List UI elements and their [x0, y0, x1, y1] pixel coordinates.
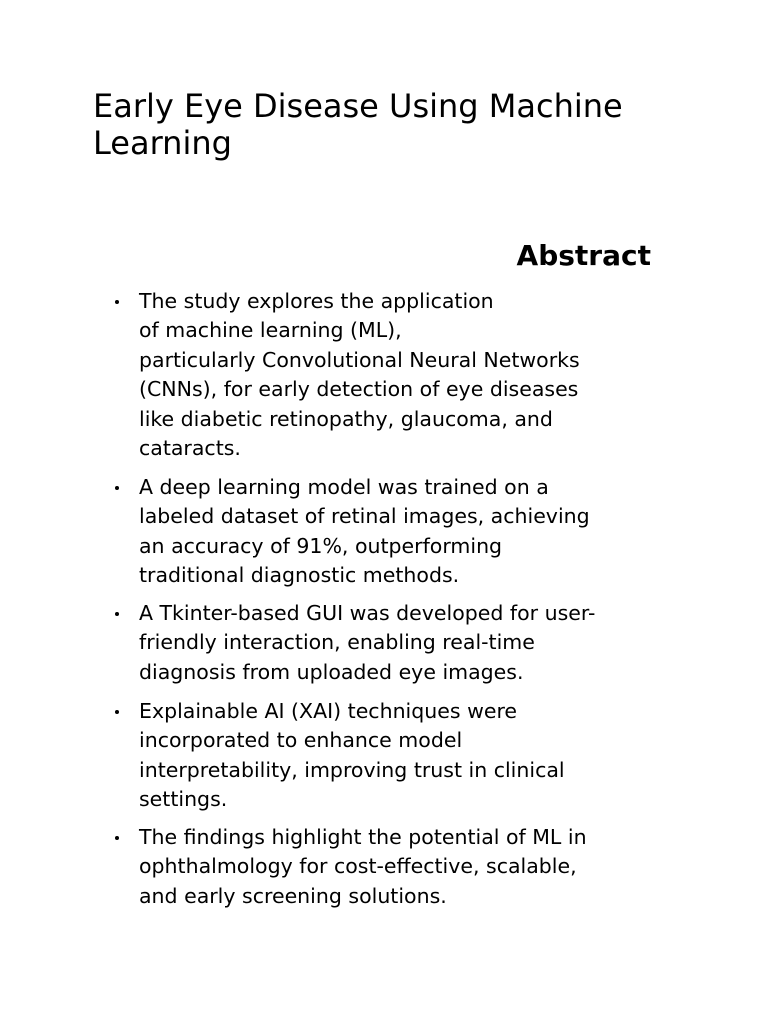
bullet-text-line: an accuracy of 91%, outperforming — [139, 533, 503, 558]
bullet-icon — [115, 836, 119, 840]
abstract-bullet-item — [139, 823, 699, 911]
bullet-text-line: incorporated to enhance model — [139, 728, 463, 753]
bullet-text-line: particularly Convolutional Neural Networks — [139, 347, 580, 372]
bullet-text-line: like diabetic retinopathy, glaucoma, and — [139, 406, 553, 431]
bullet-text — [139, 823, 699, 911]
bullet-text-line: and early screening solutions. — [139, 883, 447, 908]
bullet-text — [139, 697, 699, 815]
bullet-text-line: of machine learning (ML), — [139, 318, 402, 343]
abstract-bullet-item — [139, 287, 699, 463]
abstract-bullet-item — [139, 473, 699, 591]
bullet-text-line: The findings highlight the potential of ML in — [139, 825, 587, 849]
bullet-text — [139, 473, 699, 591]
bullet-text-line: interpretability, improving trust in clinical — [139, 757, 565, 782]
bullet-text-line: The study explores the application — [139, 289, 494, 313]
bullet-text-line: diagnosis from uploaded eye images. — [139, 659, 524, 684]
bullet-text-line: Explainable AI (XAI) techniques were — [139, 699, 518, 723]
bullet-text — [139, 287, 699, 463]
bullet-text-line: friendly interaction, enabling real-time — [139, 630, 535, 655]
bullet-text-line: labeled dataset of retinal images, achieving — [139, 504, 590, 529]
bullet-text-line: traditional diagnostic methods. — [139, 563, 460, 588]
bullet-icon — [115, 300, 119, 304]
bullet-text-line: ophthalmology for cost-effective, scalable, — [139, 854, 577, 879]
bullet-icon — [115, 710, 119, 714]
bullet-text-line: settings. — [139, 787, 228, 812]
document-title: Early Eye Disease Using Machine Learning — [93, 87, 623, 162]
bullet-icon — [115, 486, 119, 490]
bullet-text-line: A deep learning model was trained on a — [139, 475, 549, 499]
abstract-heading: Abstract — [516, 239, 651, 272]
bullet-text — [139, 599, 699, 687]
abstract-bullet-item — [139, 697, 699, 815]
bullet-text-line: cataracts. — [139, 436, 241, 461]
bullet-text-line: (CNNs), for early detection of eye diseases — [139, 377, 579, 402]
bullet-text-line: A Tkinter-based GUI was developed for user- — [139, 601, 596, 625]
abstract-bullet-item — [139, 599, 699, 687]
bullet-icon — [115, 612, 119, 616]
